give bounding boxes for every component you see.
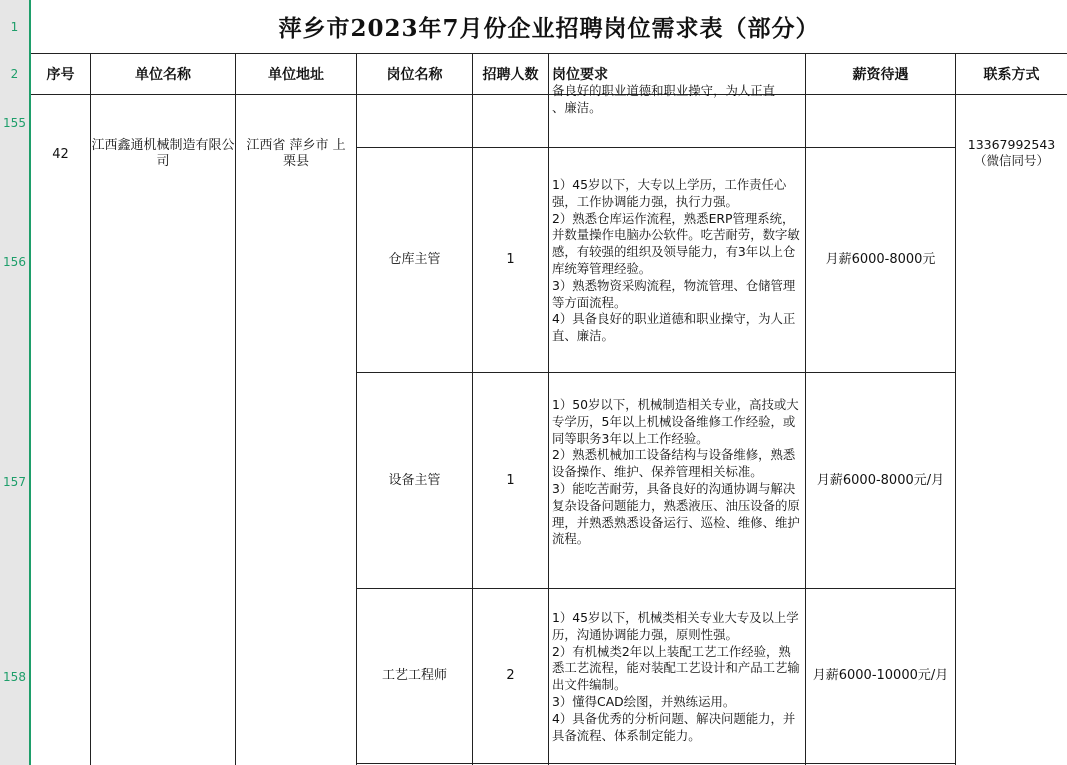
row-number-157[interactable]: 157	[3, 475, 26, 489]
header-contact[interactable]: 联系方式	[983, 67, 1040, 83]
row-number-156[interactable]: 156	[3, 255, 26, 269]
cell-requirements[interactable]	[549, 177, 805, 345]
requirement-line: 1）45岁以下，机械类相关专业大专及以上学历，沟通协调能力强，原则性强。	[552, 610, 799, 642]
row-number-gutter	[0, 0, 31, 765]
cell-requirements[interactable]	[549, 397, 805, 548]
cell-position[interactable]: 仓库主管	[388, 252, 441, 267]
cell-salary[interactable]: 月薪6000-10000元/月	[812, 668, 949, 683]
cell-prev-requirements-clip	[549, 83, 805, 147]
cell-requirements[interactable]	[549, 610, 805, 744]
cell-prev-requirements[interactable]	[549, 83, 805, 117]
row-number-158[interactable]: 158	[3, 670, 26, 684]
cell-seq[interactable]: 42	[52, 147, 69, 162]
cell-company-address[interactable]: 江西省 萍乡市 上栗县	[246, 138, 346, 169]
requirement-line: 4）具备良好的职业道德和职业操守，为人正直、廉洁。	[552, 311, 796, 344]
row-number-2[interactable]: 2	[10, 67, 19, 81]
requirement-line: 1）50岁以下，机械制造相关专业，高技或大专学历，5年以上机械设备维修工作经验，或同等职务3年以上工作经验。	[552, 397, 799, 446]
requirement-line: 3）熟悉物资采购流程，物流管理、仓储管理等方面流程。	[552, 277, 796, 310]
cell-position[interactable]: 设备主管	[388, 472, 441, 488]
requirement-line: 备良好的职业道德和职业操守，为人正直	[552, 83, 776, 98]
header-position[interactable]: 岗位名称	[386, 67, 443, 83]
cell-count[interactable]: 2	[506, 668, 515, 683]
cell-count[interactable]: 1	[506, 252, 515, 267]
requirement-line: 、廉洁。	[552, 99, 602, 115]
contact-phone: 13367992543	[967, 137, 1056, 152]
grid-line	[235, 53, 236, 765]
cell-count[interactable]: 1	[506, 472, 515, 488]
header-count[interactable]: 招聘人数	[482, 67, 539, 83]
header-address[interactable]: 单位地址	[268, 67, 324, 83]
requirement-line: 2）熟悉机械加工设备结构与设备维修，熟悉设备操作、维护、保养管理相关标准。	[552, 447, 796, 480]
requirement-line: 3）能吃苦耐劳，具备良好的沟通协调与解决复杂设备问题能力，熟悉液压、油压设备的原理，并熟悉熟悉设备运行、巡检、维修、维护流程。	[552, 480, 800, 547]
cell-salary[interactable]: 月薪6000-8000元	[825, 252, 936, 267]
header-salary[interactable]: 薪资待遇	[852, 67, 909, 83]
header-requirements[interactable]: 岗位要求	[552, 67, 608, 83]
header-seq[interactable]: 序号	[46, 67, 75, 83]
grid-line	[356, 763, 955, 764]
cell-company-name[interactable]: 江西鑫通机械制造有限公司	[91, 138, 235, 169]
cell-position[interactable]: 工艺工程师	[381, 668, 447, 683]
requirement-line: 2）熟悉仓库运作流程，熟悉ERP管理系统，并数量操作电脑办公软件。吃苦耐劳，数字敏感，有较强的组织及领导能力，有3年以上仓库统筹管理经验。	[552, 210, 800, 276]
row-number-155[interactable]: 155	[3, 116, 26, 130]
cell-salary[interactable]: 月薪6000-8000元/月	[816, 472, 945, 488]
requirement-line: 3）懂得CAD绘图，并熟练运用。	[552, 693, 736, 709]
requirement-line: 4）具备优秀的分析问题、解决问题能力，并具备流程、体系制定能力。	[552, 710, 796, 743]
header-company[interactable]: 单位名称	[135, 67, 191, 83]
contact-note: （微信同号）	[973, 153, 1049, 168]
row-number-1[interactable]: 1	[10, 20, 19, 34]
cell-contact[interactable]	[956, 137, 1067, 169]
requirement-line: 1）45岁以下，大专以上学历，工作责任心强，工作协调能力强，执行力强。	[552, 177, 787, 209]
requirement-line: 2）有机械类2年以上装配工艺工作经验，熟悉工艺流程，能对装配工艺设计和产品工艺输出文件编制。	[552, 643, 800, 693]
sheet-title[interactable]: 萍乡市2023年7月份企业招聘岗位需求表（部分）	[278, 15, 820, 42]
